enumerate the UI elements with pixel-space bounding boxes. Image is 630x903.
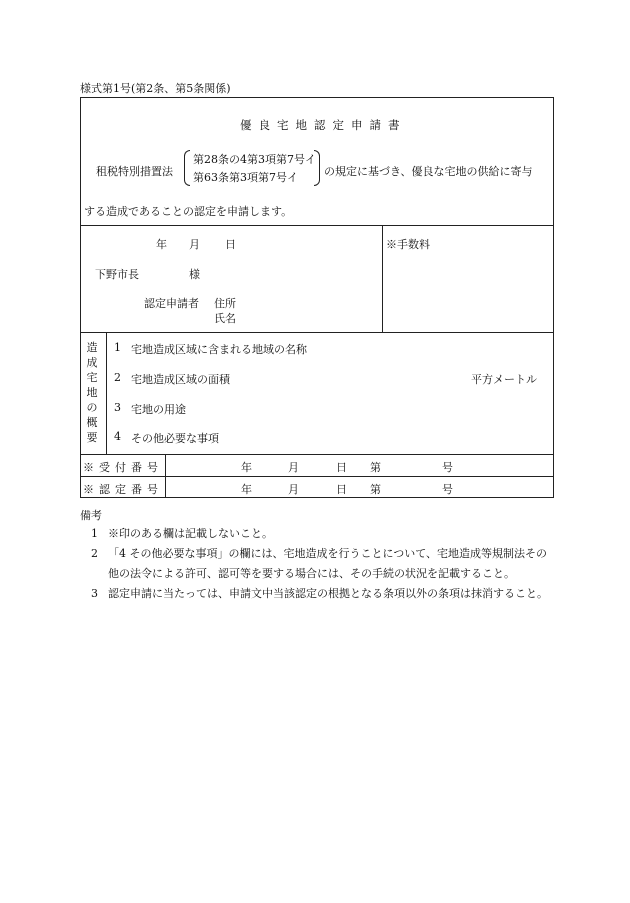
remark-text: 認定申請に当たっては、申請文中当該認定の根拠となる条項以外の条項は抹消すること。 [108, 587, 548, 600]
divider [382, 225, 383, 332]
left-brace [184, 150, 190, 186]
applicant-label: 認定申請者 [144, 297, 199, 310]
divider [80, 332, 554, 333]
applicant-name: 氏名 [214, 312, 236, 325]
overview-label-char: 概 [86, 416, 98, 429]
overview-item-text: 宅地の用途 [131, 403, 186, 416]
receipt-go: 号 [442, 461, 453, 474]
form-label: 様式第1号(第2条、第5条関係) [80, 82, 231, 95]
law-name: 租税特別措置法 [96, 165, 173, 178]
certification-year: 年 [241, 483, 252, 496]
area-unit: 平方メートル [471, 373, 537, 386]
certification-dai: 第 [370, 483, 381, 496]
remark-num: 3 [91, 587, 98, 600]
receipt-number-label: ※受付番号 [83, 461, 163, 474]
divider [165, 454, 166, 498]
remark-num: 2 [91, 547, 98, 560]
date-month: 月 [189, 238, 200, 251]
overview-item-num: 2 [114, 371, 121, 384]
certification-month: 月 [288, 483, 299, 496]
receipt-dai: 第 [370, 461, 381, 474]
receipt-day: 日 [336, 461, 347, 474]
receipt-year: 年 [241, 461, 252, 474]
overview-item-num: 1 [114, 341, 121, 354]
divider [80, 225, 554, 226]
remarks-heading: 備考 [80, 509, 102, 522]
law-article-2: 第63条第3項第7号イ [193, 171, 298, 184]
right-brace [314, 150, 320, 186]
law-text: の規定に基づき、優良な宅地の供給に寄与 [324, 165, 533, 178]
overview-item-text: 宅地造成区域に含まれる地域の名称 [131, 343, 307, 356]
fee-label: ※手数料 [386, 238, 430, 251]
divider [80, 476, 554, 477]
form-title: 優良宅地認定申請書 [240, 118, 407, 132]
overview-label-char: 造 [86, 341, 98, 354]
certification-number-label: ※認定番号 [83, 483, 163, 496]
remark-text: 「4 その他必要な事項」の欄には、宅地造成を行うことについて、宅地造成等規制法その他の法令による許可、認可等を要する場合には、その手続の状況を記載すること。 [108, 547, 548, 580]
overview-label-char: 地 [86, 386, 98, 399]
date-day: 日 [225, 238, 236, 251]
receipt-month: 月 [288, 461, 299, 474]
addressee-honorific: 様 [189, 268, 200, 281]
divider [106, 332, 107, 454]
applicant-address: 住所 [214, 297, 236, 310]
overview-label-char: 成 [86, 356, 98, 369]
overview-label-char: 要 [86, 431, 98, 444]
overview-label-char: 宅 [86, 371, 98, 384]
law-article-1: 第28条の4第3項第7号イ [193, 153, 316, 166]
overview-vertical-label [85, 340, 99, 445]
remark-num: 1 [91, 527, 98, 540]
overview-item-num: 3 [114, 401, 121, 414]
overview-item-text: その他必要な事項 [131, 432, 219, 445]
law-text-line2: する造成であることの認定を申請します。 [84, 205, 293, 218]
date-year: 年 [156, 238, 167, 251]
remark-text: ※印のある欄は記載しないこと。 [108, 527, 273, 540]
certification-go: 号 [442, 483, 453, 496]
overview-item-num: 4 [114, 430, 121, 443]
certification-day: 日 [336, 483, 347, 496]
overview-item-text: 宅地造成区域の面積 [131, 373, 230, 386]
divider [80, 454, 554, 455]
overview-label-char: の [86, 401, 98, 414]
addressee-name: 下野市長 [95, 268, 139, 281]
